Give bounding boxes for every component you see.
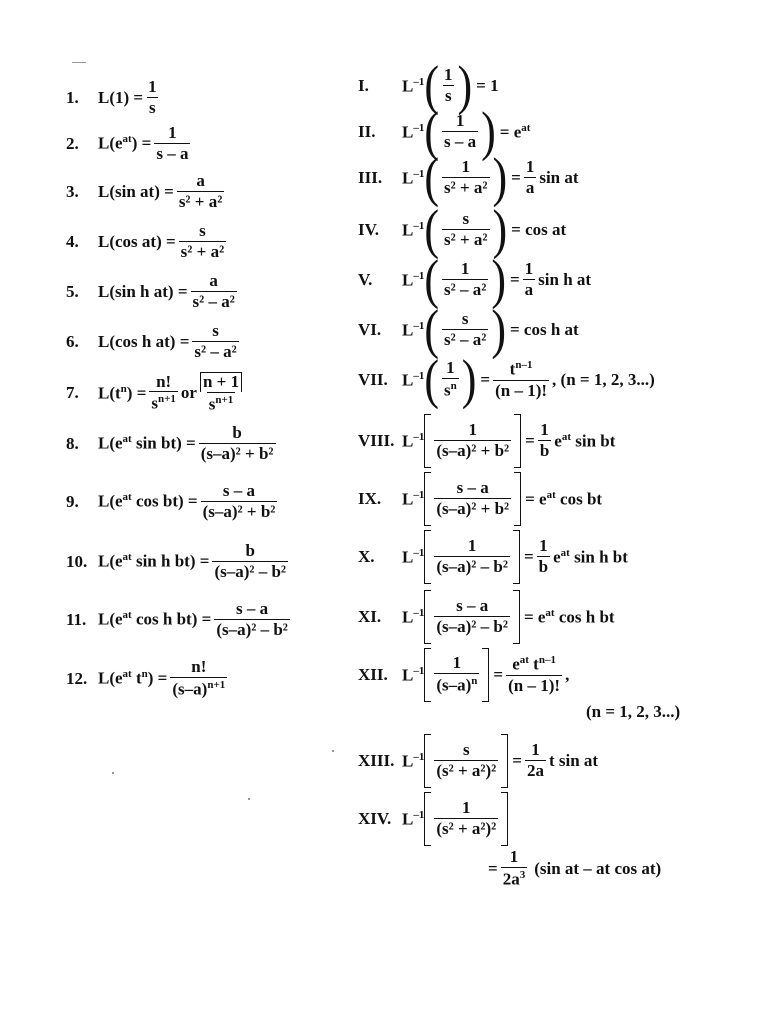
argument-fraction xyxy=(434,479,511,518)
result-fraction-denominator: a xyxy=(524,280,534,299)
laplace-formula-row xyxy=(66,600,293,639)
xiv-equals: = xyxy=(488,858,498,878)
formula-rhs xyxy=(510,320,579,340)
xiv-result-numerator: 1 xyxy=(509,847,519,866)
formula-number: X. xyxy=(358,547,375,566)
formula-lhs: L(cos h at) = xyxy=(98,331,190,351)
formula-rhs xyxy=(500,122,531,143)
inverse-formula-row xyxy=(358,590,615,644)
inverse-formula-row xyxy=(358,530,628,584)
formula-number: IV. xyxy=(358,220,379,239)
formula-lhs: $L(e^{at}$ cos bt) = xyxy=(98,491,198,512)
formula-number: 3. xyxy=(66,181,79,201)
formula-fraction-numerator: s – a xyxy=(236,599,269,618)
formula-fraction xyxy=(191,272,237,311)
argument-fraction-denominator: $(s-a)^n$ xyxy=(436,675,478,695)
right-bracket xyxy=(501,792,508,846)
right-bracket xyxy=(482,648,489,702)
formula-fraction xyxy=(192,322,238,361)
formula-rhs: = $\frac{1}{b}$ $e^{at}$ sin bt xyxy=(525,420,616,460)
formula-rhs: = $\frac{1}{2a}$ t sin at xyxy=(512,740,599,780)
formula-xiv-continuation xyxy=(488,848,661,889)
or-text: or xyxy=(180,383,197,403)
argument-fraction-denominator: (s–a)² + b² xyxy=(436,499,510,518)
result-fraction-numerator: 1 xyxy=(531,740,540,760)
argument-fraction-denominator: s² – a² xyxy=(444,330,487,349)
inverse-formula-row xyxy=(358,734,598,788)
formula-lhs: L(sin at) = xyxy=(98,181,174,201)
left-bracket: ( xyxy=(424,100,439,162)
formula-number: 10. xyxy=(66,551,88,571)
formula-fraction-denominator: (s–a)² + b² xyxy=(200,443,274,463)
result-text: sin at xyxy=(539,168,579,187)
right-bracket xyxy=(514,414,521,468)
argument-fraction-numerator: 1 xyxy=(452,653,462,673)
argument-fraction-denominator: s² – a² xyxy=(444,280,487,299)
inverse-operator: $L^{-1}$ xyxy=(402,219,425,240)
inverse-formula-row xyxy=(358,792,512,846)
formula-fraction-numerator: s xyxy=(199,221,206,240)
result-text: = 1 xyxy=(476,76,499,95)
left-bracket xyxy=(424,530,431,584)
argument-fraction xyxy=(434,537,510,576)
formula-lhs: $L(t^n)$ = xyxy=(98,382,147,403)
result-text: $e^{at}$ sin h bt xyxy=(553,546,628,567)
left-bracket: ( xyxy=(424,146,439,208)
formula-lhs: $L(e^{at}$ sin h bt) = xyxy=(98,551,210,572)
result-fraction-denominator: b xyxy=(539,441,550,460)
argument-fraction-denominator: s² + a² xyxy=(444,230,488,249)
formula-fraction-numerator: b xyxy=(245,541,255,560)
formula-fraction-denominator: (s–a)² + b² xyxy=(202,501,276,521)
formula-number: V. xyxy=(358,270,373,289)
laplace-formula-row xyxy=(66,658,230,699)
formula-fraction-denominator: (s–a)² – b² xyxy=(214,561,287,581)
formula-number: XII. xyxy=(358,665,388,684)
result-text: = $e^{at}$ xyxy=(499,121,531,142)
formula-fraction-denominator: s – a xyxy=(156,143,189,163)
formula-fraction-numerator: n! xyxy=(191,657,207,676)
formula-number: 2. xyxy=(66,133,79,153)
inverse-operator: $L^{-1}$ xyxy=(402,319,425,340)
inverse-formula-row xyxy=(358,248,592,310)
argument-fraction-denominator: (s² + a²)² xyxy=(436,819,497,838)
formula-number: XIV. xyxy=(358,809,392,828)
formula-fraction-numerator: b xyxy=(232,423,242,442)
formula-fraction-denominator: s² – a² xyxy=(194,341,237,361)
inverse-operator: $L^{-1}$ xyxy=(402,75,425,96)
left-bracket: ( xyxy=(424,298,439,360)
inverse-operator: $L^{-1}$ xyxy=(402,369,425,390)
formula-number: II. xyxy=(358,122,376,141)
argument-fraction-denominator: s – a xyxy=(444,132,477,151)
formula-number: III. xyxy=(358,168,383,187)
formula-number: 6. xyxy=(66,331,79,351)
right-bracket: ) xyxy=(492,198,508,260)
formula-fraction xyxy=(149,373,178,414)
argument-fraction-numerator: 1 xyxy=(444,65,453,85)
result-fraction-numerator: $t^{n-1}$ xyxy=(509,359,533,380)
argument-fraction xyxy=(442,210,490,249)
left-bracket: ( xyxy=(424,248,439,310)
formula-lhs: $L(e^{at})$ = xyxy=(98,133,152,154)
inverse-formula-row xyxy=(358,472,602,526)
formula-number: 4. xyxy=(66,231,79,251)
formula-lhs: L(cos at) = xyxy=(98,231,176,251)
formula-xii-continuation xyxy=(586,702,680,722)
formula-lhs: $L(e^{at}$ cos h bt) = xyxy=(98,609,212,630)
formula-number: XI. xyxy=(358,607,382,626)
argument-fraction-numerator: s – a xyxy=(456,596,489,616)
argument-fraction-denominator: (s–a)² – b² xyxy=(436,557,508,576)
right-bracket: ) xyxy=(491,248,506,310)
argument-fraction-numerator: 1 xyxy=(455,111,465,131)
formula-fraction-numerator: 1 xyxy=(148,77,157,96)
argument-fraction-numerator: s xyxy=(462,209,470,229)
argument-fraction xyxy=(442,158,490,197)
inverse-operator: $L^{-1}$ xyxy=(402,430,425,451)
right-bracket xyxy=(514,472,521,526)
result-text: $e^{at}$ sin bt xyxy=(554,430,616,451)
argument-fraction-denominator: (s–a)² + b² xyxy=(436,441,510,460)
result-text: = $e^{at}$ cos h bt xyxy=(523,606,615,627)
result-text: , (n = 1, 2, 3...) xyxy=(552,370,655,389)
right-bracket xyxy=(513,530,520,584)
inverse-operator: $L^{-1}$ xyxy=(402,808,425,829)
formula-fraction-numerator: 1 xyxy=(168,123,177,142)
argument-fraction-numerator: 1 xyxy=(462,798,471,818)
argument-fraction xyxy=(442,66,455,105)
formula-fraction-denominator: s² + a² xyxy=(180,241,225,261)
argument-fraction xyxy=(434,597,510,636)
inverse-operator: $L^{-1}$ xyxy=(402,546,425,567)
xiv-result-fraction xyxy=(501,848,528,889)
argument-fraction xyxy=(434,654,479,695)
result-fraction xyxy=(525,741,546,780)
left-bracket xyxy=(424,472,431,526)
formula-number: IX. xyxy=(358,489,382,508)
formula-lhs: $L(e^{at}$ $t^n$) = xyxy=(98,668,168,688)
formula-fraction-numerator: n! xyxy=(156,371,172,391)
left-bracket: ( xyxy=(424,348,439,410)
laplace-formula-row xyxy=(66,172,227,211)
argument-fraction xyxy=(442,359,459,400)
formula-number: 7. xyxy=(66,383,79,403)
right-bracket: ) xyxy=(461,348,477,410)
formula-fraction-denominator: $(s-a)^{n+1}$ xyxy=(172,678,226,699)
right-bracket: ) xyxy=(481,100,496,162)
formula-fraction xyxy=(179,222,227,261)
argument-fraction-numerator: s xyxy=(461,309,469,329)
xiv-result-text: (sin at – at cos at) xyxy=(534,858,662,878)
inverse-operator: $L^{-1}$ xyxy=(402,167,425,188)
argument-fraction-numerator: 1 xyxy=(467,536,477,556)
formula-fraction xyxy=(201,482,278,521)
argument-fraction-numerator: 1 xyxy=(468,420,477,440)
result-fraction-denominator: (n – 1)! xyxy=(495,380,548,400)
formula-number: 1. xyxy=(66,87,79,107)
formula-fraction-numerator: s xyxy=(212,321,219,340)
argument-fraction-denominator: $s^n$ xyxy=(444,380,457,400)
result-fraction-numerator: $e^{at}$ $t^{n-1}$ xyxy=(512,654,556,675)
formula-fraction-numerator: s – a xyxy=(222,481,256,500)
left-bracket xyxy=(424,590,431,644)
right-bracket: ) xyxy=(491,298,506,360)
argument-fraction-numerator: s – a xyxy=(456,478,489,498)
result-text: = $e^{at}$ cos bt xyxy=(525,488,603,509)
laplace-formula-row xyxy=(66,222,229,261)
result-fraction xyxy=(493,359,549,400)
xii-range-text: (n = 1, 2, 3...) xyxy=(586,702,681,721)
formula-lhs: L(sin h at) = xyxy=(98,281,188,301)
result-fraction xyxy=(523,260,536,299)
argument-fraction-denominator: (s–a)² – b² xyxy=(436,617,508,636)
laplace-formula-row xyxy=(66,542,291,581)
result-fraction-denominator: a xyxy=(525,178,535,197)
argument-fraction xyxy=(434,799,498,838)
result-text: t sin at xyxy=(548,751,599,770)
formula-number: 9. xyxy=(66,491,79,511)
formula-fraction xyxy=(146,78,159,117)
formula-rhs: = $\frac{1}{b}$ $e^{at}$ sin h bt xyxy=(523,536,628,576)
inverse-formula-row xyxy=(358,146,579,208)
scan-speck xyxy=(112,772,114,774)
formula-fraction-denominator: s xyxy=(149,97,156,117)
result-fraction-denominator: 2a xyxy=(526,761,544,780)
argument-fraction-denominator: (s² + a²)² xyxy=(436,761,497,780)
formula-fraction-denominator: $s^{n+1}$ xyxy=(151,393,176,413)
scan-speck xyxy=(248,798,250,800)
formula-number: I. xyxy=(358,76,369,95)
inverse-formula-row xyxy=(358,298,579,360)
inverse-operator: $L^{-1}$ xyxy=(402,269,425,290)
result-fraction xyxy=(538,421,551,460)
inverse-formula-row xyxy=(358,198,567,260)
argument-fraction-numerator: 1 xyxy=(460,259,470,279)
xiv-result-denominator: $2a^3$ xyxy=(502,868,526,889)
laplace-formula-row xyxy=(66,424,279,463)
argument-fraction-numerator: 1 xyxy=(446,358,455,378)
argument-fraction-denominator: s² + a² xyxy=(444,178,488,197)
left-bracket: ( xyxy=(424,198,439,260)
right-bracket xyxy=(501,734,508,788)
right-bracket xyxy=(513,590,520,644)
left-bracket: ( xyxy=(424,54,439,116)
right-bracket: ) xyxy=(457,54,473,116)
formula-rhs xyxy=(525,489,602,510)
formula-fraction-denominator: (s–a)² – b² xyxy=(216,619,288,639)
formula-number: VI. xyxy=(358,320,382,339)
laplace-formula-row xyxy=(66,482,280,521)
alt-fraction xyxy=(200,372,242,414)
formula-number: VII. xyxy=(358,370,388,389)
alt-fraction-numerator: n + 1 xyxy=(200,372,242,392)
result-fraction xyxy=(524,158,537,197)
formula-rhs: = $\frac{t^{n-1}}{(n - 1)!}$ , (n = 1, 2, 3...) xyxy=(480,359,655,400)
result-fraction-numerator: 1 xyxy=(540,420,549,440)
result-text: = cos at xyxy=(511,220,567,239)
formula-number: 8. xyxy=(66,433,79,453)
result-fraction-numerator: 1 xyxy=(539,536,548,556)
formula-rhs xyxy=(524,607,615,628)
left-bracket xyxy=(424,792,431,846)
formula-number: XIII. xyxy=(358,751,395,770)
laplace-formula-row xyxy=(66,124,193,163)
formula-rhs: = $\frac{1}{a}$ sin at xyxy=(511,157,579,197)
formula-rhs xyxy=(476,76,498,96)
formula-fraction-denominator: s² – a² xyxy=(192,291,235,311)
inverse-formula-row xyxy=(358,414,615,468)
formula-number: 12. xyxy=(66,668,88,688)
result-fraction-numerator: 1 xyxy=(525,157,535,177)
formula-fraction-numerator: a xyxy=(209,271,218,290)
laplace-formula-row xyxy=(66,322,242,361)
inverse-operator: $L^{-1}$ xyxy=(402,606,425,627)
inverse-operator: $L^{-1}$ xyxy=(402,488,425,509)
inverse-operator: $L^{-1}$ xyxy=(402,750,425,771)
formula-lhs: $L(e^{at}$ sin bt) = xyxy=(98,433,196,454)
formula-fraction xyxy=(177,172,225,211)
left-bracket xyxy=(424,648,431,702)
argument-fraction xyxy=(442,112,478,151)
result-text: , xyxy=(565,665,570,684)
argument-fraction xyxy=(434,421,511,460)
formula-lhs: L(1) = xyxy=(98,87,144,107)
result-text: = cos h at xyxy=(509,320,579,339)
formula-fraction xyxy=(154,124,190,163)
laplace-formula-row xyxy=(66,372,245,414)
formula-fraction-denominator: s² + a² xyxy=(178,191,223,211)
argument-fraction-numerator: s xyxy=(462,740,470,760)
left-bracket xyxy=(424,734,431,788)
inverse-formula-row xyxy=(358,648,569,702)
formula-fraction xyxy=(199,424,276,463)
argument-fraction xyxy=(442,260,488,299)
formula-number: 11. xyxy=(66,609,87,629)
argument-fraction-numerator: 1 xyxy=(461,157,470,177)
formula-rhs: = $\frac{e^{at} t^{n-1}}{(n - 1)!}$ , xyxy=(493,654,570,695)
inverse-operator: $L^{-1}$ xyxy=(402,121,425,142)
result-fraction-denominator: b xyxy=(538,557,549,576)
laplace-formula-row xyxy=(66,78,162,117)
argument-fraction xyxy=(442,310,488,349)
argument-fraction xyxy=(434,741,498,780)
formula-rhs: = $\frac{1}{a}$ sin h at xyxy=(509,259,592,299)
scan-speck xyxy=(332,750,334,752)
formula-number: VIII. xyxy=(358,431,395,450)
result-fraction xyxy=(506,654,562,695)
left-bracket xyxy=(424,414,431,468)
formula-rhs xyxy=(511,220,566,240)
scan-mark xyxy=(72,62,86,63)
alt-fraction-denominator: $s^{n+1}$ xyxy=(208,393,234,414)
laplace-formula-row xyxy=(66,272,240,311)
result-fraction-denominator: (n – 1)! xyxy=(508,675,561,695)
result-fraction xyxy=(537,537,550,576)
formula-fraction xyxy=(170,658,227,699)
argument-fraction-denominator: s xyxy=(444,86,452,105)
inverse-operator: $L^{-1}$ xyxy=(402,664,425,685)
result-fraction-numerator: 1 xyxy=(524,259,534,279)
formula-fraction xyxy=(212,542,288,581)
formula-fraction-numerator: a xyxy=(196,171,205,190)
formula-number: 5. xyxy=(66,281,79,301)
right-bracket: ) xyxy=(492,146,508,208)
formula-fraction xyxy=(214,600,290,639)
inverse-formula-row xyxy=(358,348,655,410)
result-text: sin h at xyxy=(538,270,592,289)
